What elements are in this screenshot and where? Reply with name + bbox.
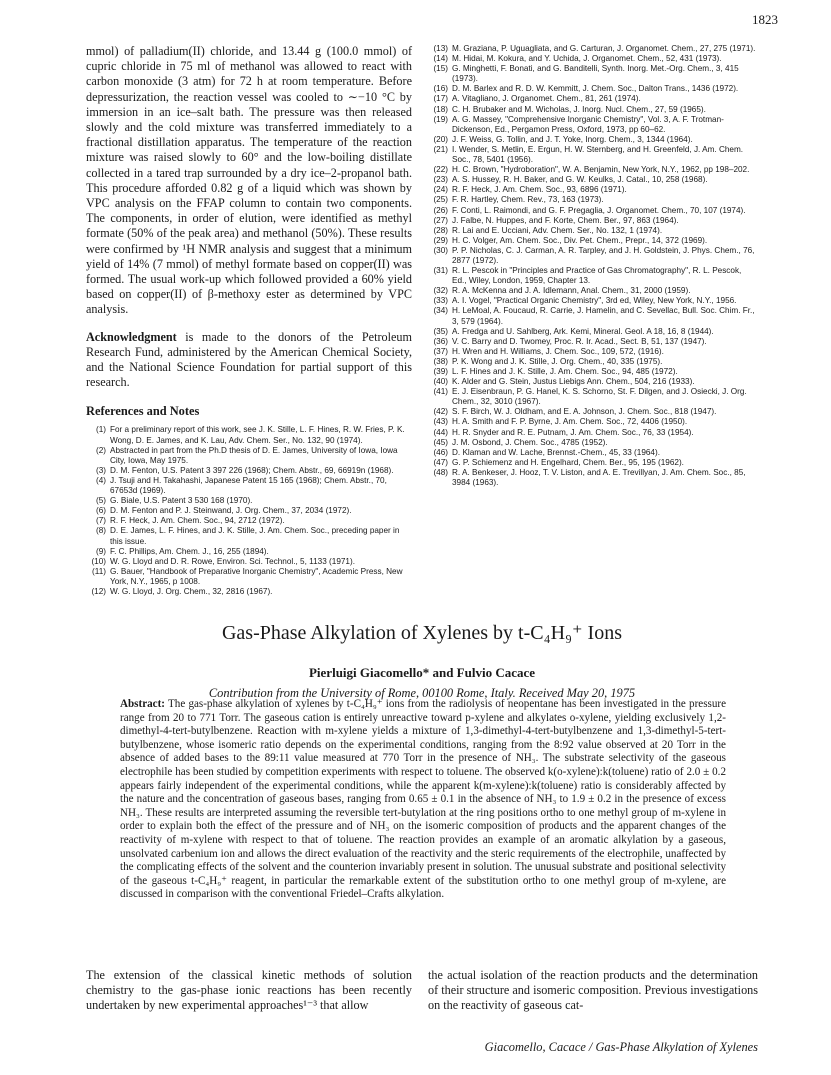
reference-text: H. C. Brown, "Hydroboration", W. A. Benjamin, New York, N.Y., 1962, pp 198–202. — [452, 165, 750, 175]
reference-text: W. G. Lloyd, J. Org. Chem., 32, 2816 (1967). — [110, 586, 273, 596]
reference-number: (25) — [433, 195, 448, 205]
reference-number: (29) — [433, 235, 448, 245]
acknowledgment-heading: Acknowledgment — [86, 329, 177, 344]
reference-number: (32) — [433, 286, 448, 296]
reference-item — [428, 296, 758, 306]
reference-number: (23) — [433, 175, 448, 185]
reference-text: S. F. Birch, W. J. Oldham, and E. A. Johnson, J. Chem. Soc., 818 (1947). — [452, 407, 717, 417]
page-number: 1823 — [752, 12, 778, 27]
reference-text: R. F. Heck, J. Am. Chem. Soc., 94, 2712 (1972). — [110, 516, 285, 526]
intro-right-column — [428, 968, 758, 1014]
reference-item — [428, 428, 758, 438]
reference-number: (14) — [433, 54, 448, 64]
reference-item — [86, 466, 412, 476]
reference-item — [428, 306, 758, 326]
reference-item — [428, 286, 758, 296]
abstract-label: Abstract: — [120, 698, 165, 710]
reference-item — [428, 337, 758, 347]
reference-item — [428, 226, 758, 236]
reference-item — [86, 567, 412, 587]
right-column — [428, 44, 758, 488]
reference-number: (24) — [433, 185, 448, 195]
reference-number: (41) — [433, 387, 448, 397]
reference-text: A. S. Hussey, R. H. Baker, and G. W. Keulks, J. Catal., 10, 258 (1968). — [452, 175, 708, 185]
reference-text: K. Alder and G. Stein, Justus Liebigs Ann. Chem., 504, 216 (1933). — [452, 377, 695, 387]
reference-text: F. R. Hartley, Chem. Rev., 73, 163 (1973). — [452, 195, 604, 205]
reference-text: A. I. Vogel, "Practical Organic Chemistry", 3rd ed, Wiley, New York, N.Y., 1956. — [452, 296, 737, 306]
reference-text: A. Vitagliano, J. Organomet. Chem., 81, 261 (1974). — [452, 94, 641, 104]
reference-text: G. P. Schiemenz and H. Engelhard, Chem. Ber., 95, 195 (1962). — [452, 457, 684, 467]
reference-text: V. C. Barry and D. Twomey, Proc. R. Ir. Acad., Sect. B, 51, 137 (1947). — [452, 336, 707, 346]
reference-number: (9) — [95, 546, 106, 556]
references-heading: References and Notes — [86, 404, 200, 419]
reference-number: (31) — [433, 266, 448, 276]
reference-text: H. LeMoal, A. Foucaud, R. Carrie, J. Hamelin, and C. Sevellac, Bull. Soc. Chim. Fr., 3, 579 (1964). — [452, 306, 755, 326]
reference-item — [86, 476, 412, 496]
reference-item — [428, 135, 758, 145]
reference-text: E. J. Eisenbraun, P. G. Hanel, K. S. Schorno, St. F. Dilgen, and J. Osiecki, J. Org. Chem., 32, 3010 (1967). — [452, 387, 747, 407]
reference-text: G. Biale, U.S. Patent 3 530 168 (1970). — [110, 496, 253, 506]
reference-item — [86, 547, 412, 557]
acknowledgment — [86, 330, 412, 391]
reference-number: (8) — [95, 526, 106, 536]
reference-text: F. Conti, L. Raimondi, and G. F. Pregaglia, J. Organomet. Chem., 70, 107 (1974). — [452, 205, 746, 215]
reference-number: (7) — [95, 516, 106, 526]
reference-number: (18) — [433, 104, 448, 114]
reference-text: R. A. Benkeser, J. Hooz, T. V. Liston, and A. E. Trevillyan, J. Am. Chem. Soc., 85, 3984 (1963). — [452, 467, 746, 488]
reference-number: (13) — [433, 44, 448, 53]
reference-number: (26) — [433, 205, 448, 215]
reference-text: M. Hidai, M. Kokura, and Y. Uchida, J. Organomet. Chem., 52, 431 (1973). — [452, 54, 722, 64]
reference-item — [428, 64, 758, 84]
reference-item — [86, 557, 412, 567]
reference-text: H. R. Snyder and R. E. Putnam, J. Am. Chem. Soc., 76, 33 (1954). — [452, 427, 694, 437]
reference-item — [428, 468, 758, 488]
reference-item — [428, 44, 758, 54]
experimental-paragraph: mmol) of palladium(II) chloride, and 13.44 g (100.0 mmol) of cupric chloride in 75 ml of methanol was allowed to react with carbon monoxide (3 atm) for 72 h at room temperature. Before depressurization, the reaction vessel was cooled to ∼−10 °C by immersion in an ice–salt bath. The pressure was then released slowly and the cold mixture was transferred immediately to a fractional distillation apparatus. The temperature of the reaction mixture was raised slowly to 60° and the low-boiling distillate collected in a tared trap surrounded by a dry ice–2-propanol bath. This procedure afforded 0.82 g of a liquid which was shown by VPC analysis on the FFAP column to contain two components. The components, in order of elution, were identified as methyl formate (50% of the peak area) and methanol (50%). These results were confirmed by ¹H NMR analysis and suggest that a minimum yield of 14% (7 mmol) of methyl formate based on copper(II) was formed. The usual work-up which followed provided a 60% yield based on copper(II) of β-methoxy ester as determined by VPC analysis. — [86, 44, 412, 317]
article-header — [86, 620, 758, 701]
reference-number: (30) — [433, 245, 448, 255]
reference-text: I. Wender, S. Metlin, E. Ergun, H. W. Sternberg, and H. Greenfeld, J. Am. Chem. Soc., 78, 5401 (1956). — [452, 144, 744, 165]
reference-text: F. C. Phillips, Am. Chem. J., 16, 255 (1894). — [110, 546, 269, 556]
reference-number: (33) — [433, 296, 448, 306]
reference-number: (1) — [95, 425, 106, 435]
reference-number: (27) — [433, 215, 448, 225]
reference-text: G. Bauer, "Handbook of Preparative Inorganic Chemistry", Academic Press, New York, N.Y., 1965, p 1008. — [110, 566, 403, 586]
reference-text: J. Tsuji and H. Takahashi, Japanese Patent 15 165 (1968); Chem. Abstr., 70, 67653d (1969). — [110, 475, 387, 496]
intro-paragraph-right: the actual isolation of the reaction products and the determination of their structure and isomeric composition. Previous investigations on the reactivity of gaseous cat- — [428, 968, 758, 1013]
reference-item — [428, 266, 758, 286]
reference-text: L. F. Hines and J. K. Stille, J. Am. Chem. Soc., 94, 485 (1972). — [452, 367, 678, 376]
reference-number: (28) — [433, 225, 448, 235]
reference-item — [86, 446, 412, 466]
reference-item — [86, 587, 412, 597]
reference-item — [86, 425, 412, 445]
reference-item — [428, 175, 758, 185]
intro-left-column — [86, 968, 412, 1014]
reference-text: D. M. Fenton and P. J. Steinwand, J. Org. Chem., 37, 2034 (1972). — [110, 506, 352, 516]
reference-text: P. K. Wong and J. K. Stille, J. Org. Chem., 40, 335 (1975). — [452, 356, 663, 366]
reference-item — [428, 105, 758, 115]
article-title: Gas-Phase Alkylation of Xylenes by t-C₄H₉⁺ Ions — [221, 622, 622, 644]
reference-number: (39) — [433, 367, 448, 376]
reference-text: G. Minghetti, F. Bonati, and G. Banditelli, Synth. Inorg. Met.-Org. Chem., 3, 415 (1973). — [452, 64, 739, 84]
reference-number: (43) — [433, 417, 448, 427]
reference-item — [428, 407, 758, 417]
reference-item — [86, 506, 412, 516]
reference-number: (21) — [433, 144, 448, 154]
reference-number: (22) — [433, 165, 448, 175]
intro-paragraph-left: The extension of the classical kinetic methods of solution chemistry to the gas-phase ionic reactions has been recently undertaken by new experimental approaches¹⁻³ that allow — [86, 968, 412, 1013]
reference-text: W. G. Lloyd and D. R. Rowe, Environ. Sci. Technol., 5, 1133 (1971). — [110, 556, 355, 566]
article-affiliation: Contribution from the University of Rome, 00100 Rome, Italy. Received May 20, 1975 — [208, 686, 636, 700]
reference-item — [428, 387, 758, 407]
reference-text: R. L. Pescok in "Principles and Practice of Gas Chromatography", R. L. Pescok, Ed., Wiley, London, 1959, Chapter 13. — [452, 266, 742, 286]
reference-number: (2) — [95, 445, 106, 455]
reference-number: (11) — [92, 566, 106, 576]
reference-number: (38) — [433, 356, 448, 366]
reference-number: (36) — [433, 336, 448, 346]
reference-item — [428, 417, 758, 427]
reference-number: (37) — [433, 346, 448, 356]
reference-number: (3) — [95, 465, 106, 475]
reference-text: A. G. Massey, "Comprehensive Inorganic Chemistry", Vol. 3, A. F. Trotman-Dickenson, Ed., Pergamon Press, Oxford, 1973, pp 60–62. — [452, 114, 724, 134]
reference-item — [428, 327, 758, 337]
reference-item — [428, 54, 758, 64]
running-footer: Giacomello, Cacace / Gas-Phase Alkylation of Xylenes — [484, 1040, 758, 1054]
reference-item — [428, 185, 758, 195]
reference-number: (20) — [433, 134, 448, 144]
left-column — [86, 44, 412, 597]
reference-item — [428, 145, 758, 165]
reference-text: D. E. James, L. F. Hines, and J. K. Stille, J. Am. Chem. Soc., preceding paper in this issue. — [110, 526, 400, 546]
reference-text: P. P. Nicholas, C. J. Carman, A. R. Tarpley, and J. H. Goldstein, J. Phys. Chem., 76, 2877 (1972). — [452, 245, 755, 265]
reference-item — [86, 526, 412, 546]
reference-item — [428, 347, 758, 357]
reference-number: (17) — [433, 94, 448, 104]
reference-item — [428, 94, 758, 104]
reference-text: H. Wren and H. Williams, J. Chem. Soc., 109, 572, (1916). — [452, 346, 664, 356]
reference-number: (46) — [433, 447, 448, 457]
reference-number: (10) — [91, 556, 106, 566]
reference-number: (6) — [95, 506, 106, 516]
references-list-right — [428, 44, 758, 488]
reference-item — [428, 84, 758, 94]
reference-text: M. Graziana, P. Uguagliata, and G. Carturan, J. Organomet. Chem., 27, 275 (1971). — [452, 44, 756, 53]
reference-text: J. M. Osbond, J. Chem. Soc., 4785 (1952). — [452, 437, 608, 447]
reference-text: R. A. McKenna and J. A. Idlemann, Anal. Chem., 31, 2000 (1959). — [452, 286, 691, 296]
reference-item — [428, 377, 758, 387]
reference-text: D. M. Fenton, U.S. Patent 3 397 226 (1968); Chem. Abstr., 69, 66919n (1968). — [110, 465, 394, 475]
reference-number: (12) — [91, 586, 106, 596]
reference-item — [428, 458, 758, 468]
abstract — [120, 698, 726, 902]
acknowledgment-text: is made to the donors of the Petroleum Research Fund, administered by the American Chemical Society, and the National Science Foundation for partial support of this research. — [86, 329, 412, 390]
reference-item — [428, 115, 758, 135]
reference-text: H. A. Smith and F. P. Byrne, J. Am. Chem. Soc., 72, 4406 (1950). — [452, 417, 688, 427]
reference-number: (47) — [433, 457, 448, 467]
references-list-left — [86, 425, 412, 597]
reference-text: D. Klaman and W. Lache, Brennst.-Chem., 45, 33 (1964). — [452, 447, 660, 457]
reference-item — [428, 236, 758, 246]
reference-number: (16) — [433, 84, 448, 94]
article-authors: Pierluigi Giacomello* and Fulvio Cacace — [308, 665, 536, 680]
reference-item — [428, 357, 758, 367]
reference-item — [428, 206, 758, 216]
reference-text: For a preliminary report of this work, see J. K. Stille, L. F. Hines, R. W. Fries, P. K. Wong, D. E. James, and K. Lau, Adv. Chem. Ser., No. 132, 90 (1974). — [110, 425, 405, 445]
reference-item — [428, 216, 758, 226]
reference-item — [86, 516, 412, 526]
reference-item — [428, 195, 758, 205]
reference-text: Abstracted in part from the Ph.D thesis of D. E. James, University of Iowa, Iowa City, Iowa, May 1975. — [110, 445, 398, 465]
reference-number: (19) — [433, 114, 448, 124]
reference-text: R. Lai and E. Ucciani, Adv. Chem. Ser., No. 132, 1 (1974). — [452, 225, 663, 235]
reference-item — [428, 448, 758, 458]
reference-number: (15) — [433, 64, 448, 74]
reference-number: (4) — [95, 475, 106, 485]
reference-text: J. Falbe, N. Huppes, and F. Korte, Chem. Ber., 97, 863 (1964). — [452, 215, 679, 225]
reference-item — [428, 246, 758, 266]
reference-item — [428, 367, 758, 377]
abstract-text: The gas-phase alkylation of xylenes by t-C₄H₉⁺ ions from the radiolysis of neopentane has been investigated in the pressure range from 20 to 771 Torr. The gaseous cation is entirely unreactive toward p-xylene and alkylates o-xylene, yielding exclusively 1,2-dimethyl-4-tert-butylbenzene. Reaction with m-xylene yields a mixture of 1,3-dimethyl-4-tert-butylbenzene and 1,3-dimethyl-5-tert-butylbenzene, whose isomeric ratio depends on the experimental conditions, ranging from the 8:92 value observed at 20 Torr in the absence of added bases to the 89:11 value measured at 770 Torr in the presence of NH₃. The substrate selectivity of the gaseous electrophile has been studied by competition experiments with respect to toluene. The observed k(o-xylene):k(toluene) ratio of 2.0 ± 0.2 appears fairly independent of the experimental conditions, while the apparent k(m-xylene):k(toluene) ratio is considerably affected by the nature and the concentration of gaseous bases, ranging from 0.65 ± 0.1 in the absence of NH₃ to 1.9 ± 0.2 in the presence of excess NH₃. These results are interpreted assuming the reversible tert-butylation at the ring positions ortho to one methyl group of m-xylene in order to explain both the effect of the pressure and of NH₃ on the isomeric composition of products and the apparent changes of the reactivity of m-xylene with respect to that of toluene. The reaction provides an example of an aromatic alkylation by a gaseous, unsolvated carbenium ion and allows the direct evaluation of the reactivity and the steric requirements of the electrophile, unaffected by the complicating effects of the solvent and the counterion invariably present in solution. The unusual substrate and positional selectivity of the gaseous t-C₄H₉⁺ reagent, in particular the remarkable extent of the substitution ortho to one methyl group of m-xylene, are discussed in comparison with the conventional Friedel–Crafts alkylation. — [120, 698, 727, 901]
reference-text: H. C. Volger, Am. Chem. Soc., Div. Pet. Chem., Prepr., 14, 372 (1969). — [452, 235, 708, 245]
reference-text: D. M. Barlex and R. D. W. Kemmitt, J. Chem. Soc., Dalton Trans., 1436 (1972). — [452, 84, 739, 94]
reference-text: J. F. Weiss, G. Tollin, and J. T. Yoke, Inorg. Chem., 3, 1344 (1964). — [452, 134, 693, 144]
reference-text: A. Fredga and U. Sahlberg, Ark. Kemi, Mineral. Geol. A 18, 16, 8 (1944). — [452, 326, 714, 336]
reference-number: (42) — [433, 407, 448, 417]
reference-item — [428, 165, 758, 175]
reference-number: (45) — [433, 437, 448, 447]
reference-number: (40) — [433, 377, 448, 387]
reference-number: (48) — [433, 467, 448, 477]
reference-text: R. F. Heck, J. Am. Chem. Soc., 93, 6896 (1971). — [452, 185, 627, 195]
reference-number: (35) — [433, 326, 448, 336]
reference-number: (5) — [95, 496, 106, 506]
reference-item — [428, 438, 758, 448]
reference-number: (44) — [433, 427, 448, 437]
reference-number: (34) — [433, 306, 448, 316]
reference-text: C. H. Brubaker and M. Wicholas, J. Inorg. Nucl. Chem., 27, 59 (1965). — [452, 104, 706, 114]
reference-item — [86, 496, 412, 506]
